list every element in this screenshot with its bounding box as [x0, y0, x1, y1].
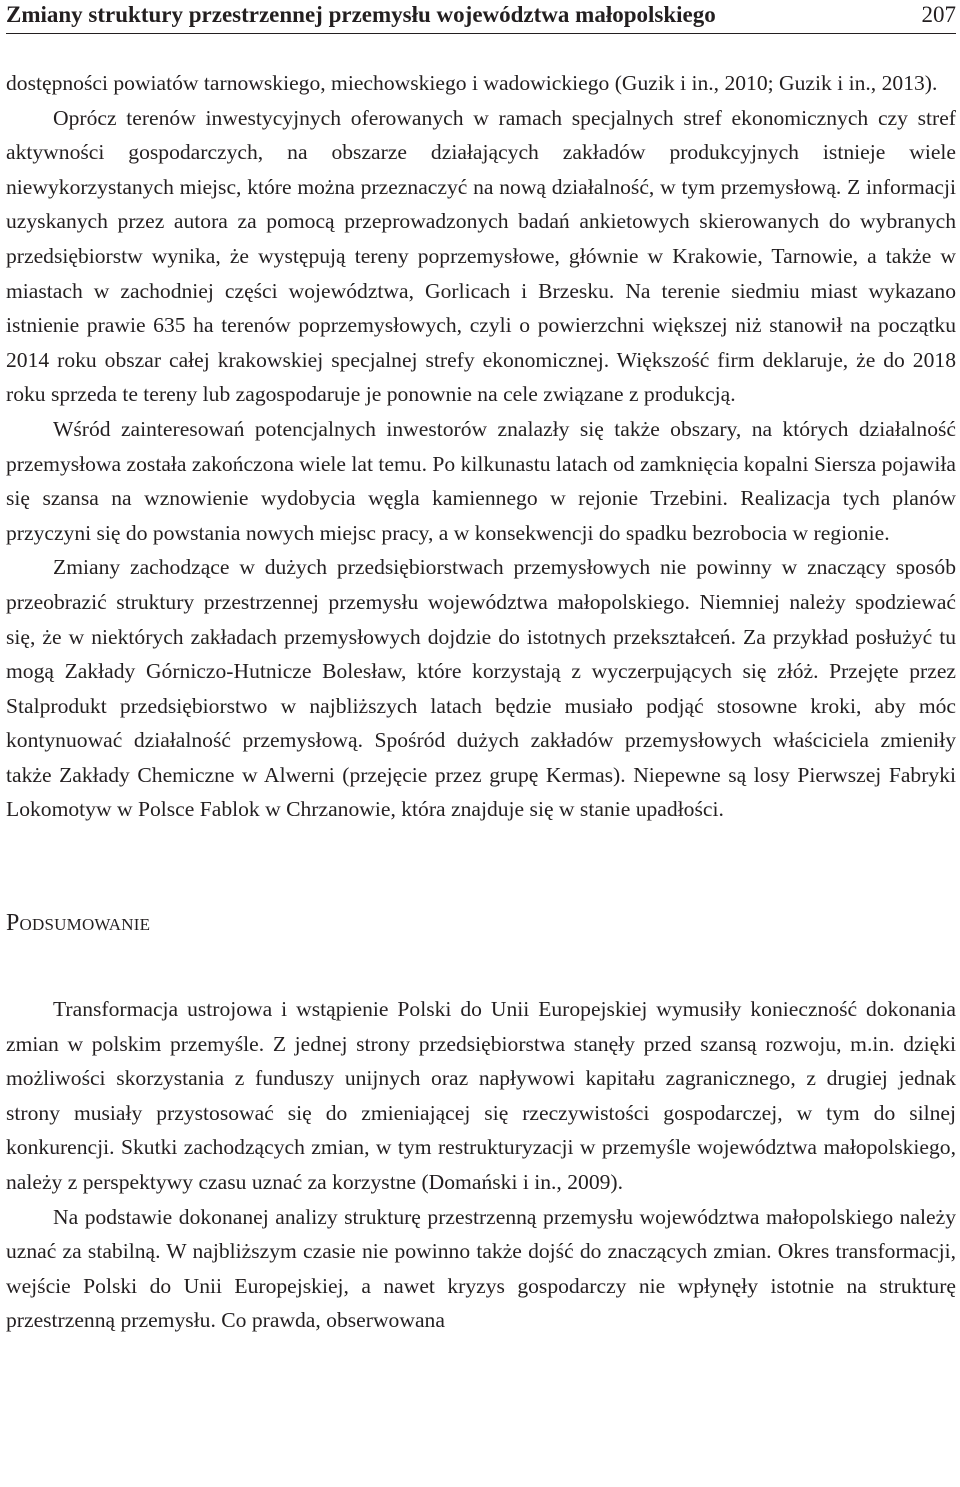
page-number: 207: [921, 2, 956, 27]
document-page: [6, 0, 956, 1338]
running-header: [6, 0, 956, 30]
paragraph-continued: dostępności powiatów tarnowskiego, miechowskiego i wadowickiego (Guzik i in., 2010; Guzik i in., 2013).: [6, 71, 938, 95]
summary-paragraph-stability: Na podstawie dokonanej analizy strukturę przestrzenną przemysłu województwa małopolskiego należy uznać za stabilną. W najbliższym czasie nie powinno także dojść do znaczących zmian. Okres transformacji, wejście Polski do Unii Europejskiej, a nawet kryzys gospodarczy nie wpłynęły istotnie na strukturę przestrzenną przemysłu. Co prawda, obserwowana: [6, 1204, 956, 1333]
body-text: [6, 66, 956, 827]
paragraph-brownfield-sites: Oprócz terenów inwestycyjnych oferowanych w ramach specjalnych stref ekonomicznych czy stref aktywności gospodarczych, na obszarze działających zakładów produkcyjnych istnieje wiele niewykorzystanych miejsc, które można przeznaczyć na nową działalność, w tym przemysłową. Z informacji uzyskanych przez autora za pomocą przeprowadzonych badań ankietowych skierowanych do wybranych przedsiębiorstw wynika, że występują tereny poprzemysłowe, głównie w Krakowie, Tarnowie, a także w miastach w zachodniej części województwa, Gorlicach i Brzesku. Na terenie siedmiu miast wykazano istnienie prawie 635 ha terenów poprzemysłowych, czyli o powierzchni większej niż stanowił na początku 2014 roku obszar całej krakowskiej specjalnej strefy ekonomicznej. Większość firm deklaruje, że do 2018 roku sprzeda te tereny lub zagospodaruje je ponownie na cele związane z produkcją.: [6, 105, 956, 407]
paragraph-investor-interest: Wśród zainteresowań potencjalnych inwestorów znalazły się także obszary, na których działalność przemysłowa została zakończona wiele lat temu. Po kilkunastu latach od zamknięcia kopalni Siersza pojawiła się szansa na wznowienie wydobycia węgla kamiennego w rejonie Trzebini. Realizacja tych planów przyczyni się do powstania nowych miejsc pracy, a w konsekwencji do spadku bezrobocia w regionie.: [6, 416, 956, 545]
paragraph-large-enterprises: Zmiany zachodzące w dużych przedsiębiorstwach przemysłowych nie powinny w znaczący sposób przeobrazić struktury przestrzennej przemysłu województwa małopolskiego. Niemniej należy spodziewać się, że w niektórych zakładach przemysłowych dojdzie do istotnych przekształceń. Za przykład posłużyć tu mogą Zakłady Górniczo-Hutnicze Bolesław, które korzystają z wyczerpujących się złóż. Przejęte przez Stalprodukt przedsiębiorstwo w najbliższych latach będzie musiało podjąć stosowne kroki, aby móc kontynuować działalność przemysłową. Spośród dużych zakładów przemysłowych właściciela zmieniły także Zakłady Chemiczne w Alwerni (przejęcie przez grupę Kermas). Niepewne są losy Pierwszej Fabryki Lokomotyw w Polsce Fablok w Chrzanowie, która znajduje się w stanie upadłości.: [6, 555, 956, 822]
summary-section: [6, 992, 956, 1338]
summary-paragraph-transformation: Transformacja ustrojowa i wstąpienie Polski do Unii Europejskiej wymusiły konieczność dokonania zmian w polskim przemyśle. Z jednej strony przedsiębiorstwa stanęły przed szansą rozwoju, m.in. dzięki możliwości skorzystania z funduszy unijnych oraz napływowi kapitału zagranicznego, z drugiej jednak strony musiały przystosować się do zmieniającej się rzeczywistości gospodarczej, w tym do silnej konkurencji. Skutki zachodzących zmian, w tym restrukturyzacji w przemyśle województwa małopolskiego, należy z perspektywy czasu uznać za korzystne (Domański i in., 2009).: [6, 997, 956, 1195]
section-heading: Podsumowanie: [6, 910, 151, 937]
header-title: Zmiany struktury przestrzennej przemysłu województwa małopolskiego: [6, 2, 716, 27]
header-rule: [6, 33, 956, 34]
